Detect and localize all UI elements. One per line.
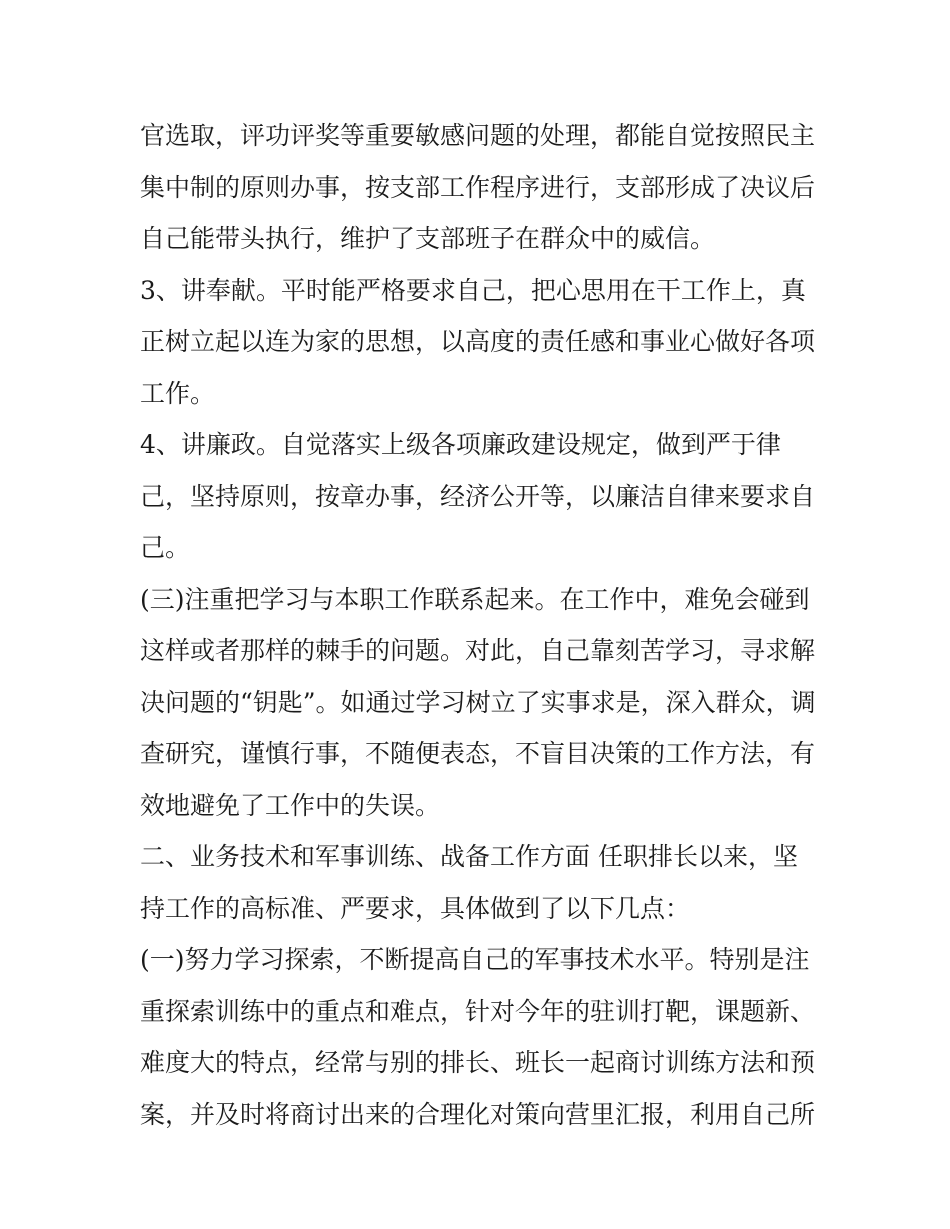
text-line: 查研究，谨慎行事，不随便表态，不盲目决策的工作方法，有 [140, 739, 816, 768]
text-line: (三)注重把学习与本职工作联系起来。在工作中，难免会碰到 [140, 584, 810, 614]
text-line: 二、业务技术和军事训练、战备工作方面 任职排长以来，坚 [140, 842, 798, 871]
text-line: 案，并及时将商讨出来的合理化对策向营里汇报，利用自己所 [140, 1099, 816, 1129]
body-text [140, 110, 820, 1140]
text-line: 己，坚持原则，按章办事，经济公开等，以廉洁自律来要求自 [140, 481, 816, 511]
text-line: 持工作的高标准、严要求，具体做到了以下几点： [140, 893, 691, 923]
text-line: 工作。 [140, 378, 216, 408]
text-line: 难度大的特点，经常与别的排长、班长一起商讨训练方法和预 [140, 1048, 816, 1077]
text-line: 4、讲廉政。自觉落实上级各项廉政建设规定，做到严于律 [140, 430, 781, 459]
text-line: 这样或者那样的棘手的问题。对此，自己靠刻苦学习，寻求解 [140, 636, 816, 665]
text-line: 集中制的原则办事，按支部工作程序进行，支部形成了决议后 [140, 172, 816, 202]
text-line: 己。 [140, 533, 191, 562]
text-line: 决问题的“钥匙”。如通过学习树立了实事求是，深入群众，调 [140, 687, 816, 717]
text-line: 效地避免了工作中的失误。 [140, 790, 441, 820]
text-line: 自己能带头执行，维护了支部班子在群众中的威信。 [140, 224, 716, 253]
text-line: 正树立起以连为家的思想，以高度的责任感和事业心做好各项 [140, 327, 816, 356]
text-line: 重探索训练中的重点和难点，针对今年的驻训打靶，课题新、 [140, 996, 816, 1026]
text-line: (一)努力学习探索，不断提高自己的军事技术水平。特别是注 [140, 945, 810, 974]
text-line: 3、讲奉献。平时能严格要求自己，把心思用在干工作上，真 [140, 275, 806, 305]
text-line: 官选取，评功评奖等重要敏感问题的处理，都能自觉按照民主 [140, 121, 816, 150]
